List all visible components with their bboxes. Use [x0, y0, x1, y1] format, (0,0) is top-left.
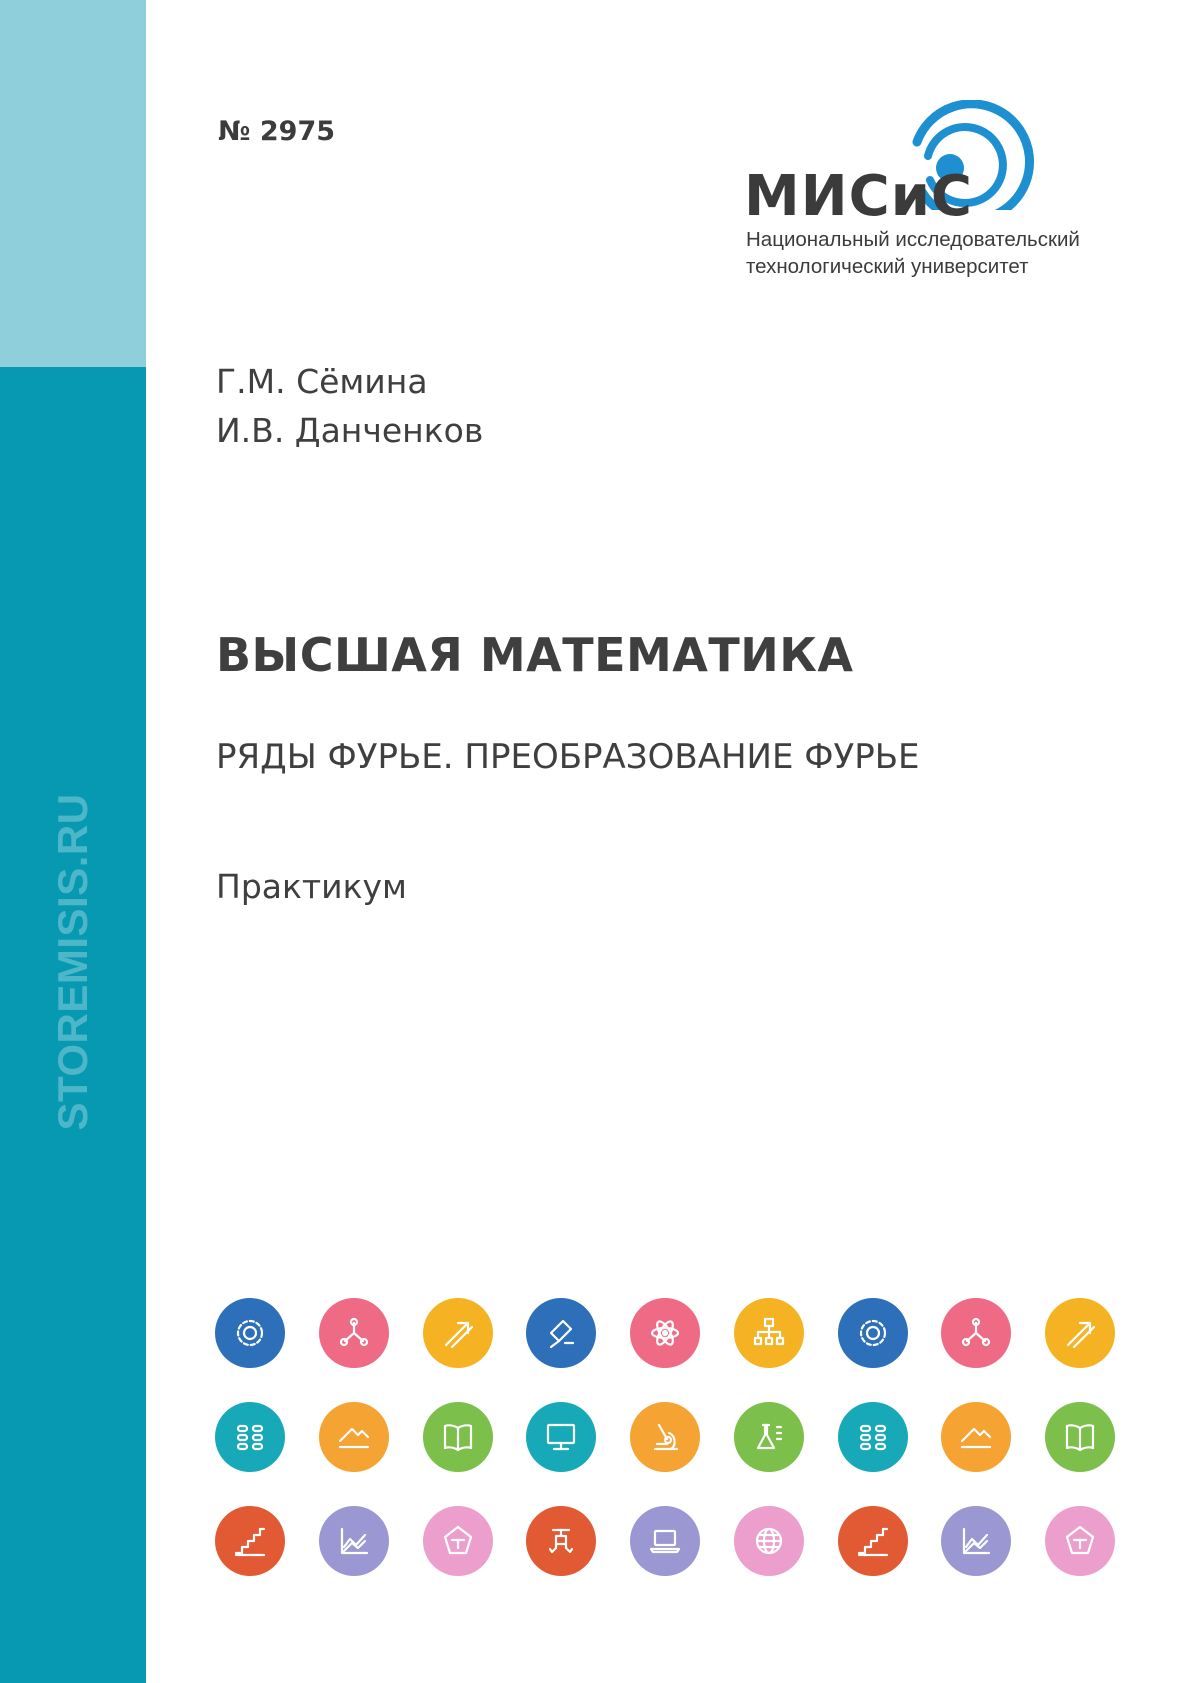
arrows-icon [1045, 1298, 1115, 1368]
stairs-icon [215, 1506, 285, 1576]
spine-band-light [0, 0, 146, 367]
issue-number: № 2975 [218, 116, 336, 147]
hierarchy-icon [734, 1298, 804, 1368]
atom-icon [630, 1298, 700, 1368]
grid-icon [838, 1402, 908, 1472]
author-1: Г.М. Сёмина [216, 362, 428, 401]
monitor-icon [526, 1402, 596, 1472]
ladle-icon [526, 1298, 596, 1368]
stairs-icon [838, 1506, 908, 1576]
publisher-subtitle-line2: технологический университет [746, 255, 1029, 278]
flask-icon [734, 1402, 804, 1472]
gear-icon [838, 1298, 908, 1368]
document-type: Практикум [216, 867, 407, 906]
microscope-icon [630, 1402, 700, 1472]
robot-arm-icon [526, 1506, 596, 1576]
pentagon-icon [423, 1506, 493, 1576]
publisher-logo [740, 100, 1140, 290]
book-icon [1045, 1402, 1115, 1472]
publisher-name: МИСиС [744, 164, 974, 229]
mountain-icon [319, 1402, 389, 1472]
mountain-icon [941, 1402, 1011, 1472]
globe-icon [734, 1506, 804, 1576]
publisher-subtitle-line1: Национальный исследовательский [746, 228, 1080, 251]
chart-icon [941, 1506, 1011, 1576]
book-title: ВЫСШАЯ МАТЕМАТИКА [216, 628, 854, 682]
grid-icon [215, 1402, 285, 1472]
molecule-icon [319, 1298, 389, 1368]
gear-icon [215, 1298, 285, 1368]
author-2: И.В. Данченков [216, 411, 484, 450]
pentagon-icon [1045, 1506, 1115, 1576]
arrows-icon [423, 1298, 493, 1368]
book-icon [423, 1402, 493, 1472]
laptop-icon [630, 1506, 700, 1576]
book-subtitle: РЯДЫ ФУРЬЕ. ПРЕОБРАЗОВАНИЕ ФУРЬЕ [216, 737, 920, 777]
molecule-icon [941, 1298, 1011, 1368]
spine-watermark: STOREMISIS.RU [49, 793, 96, 1131]
chart-icon [319, 1506, 389, 1576]
